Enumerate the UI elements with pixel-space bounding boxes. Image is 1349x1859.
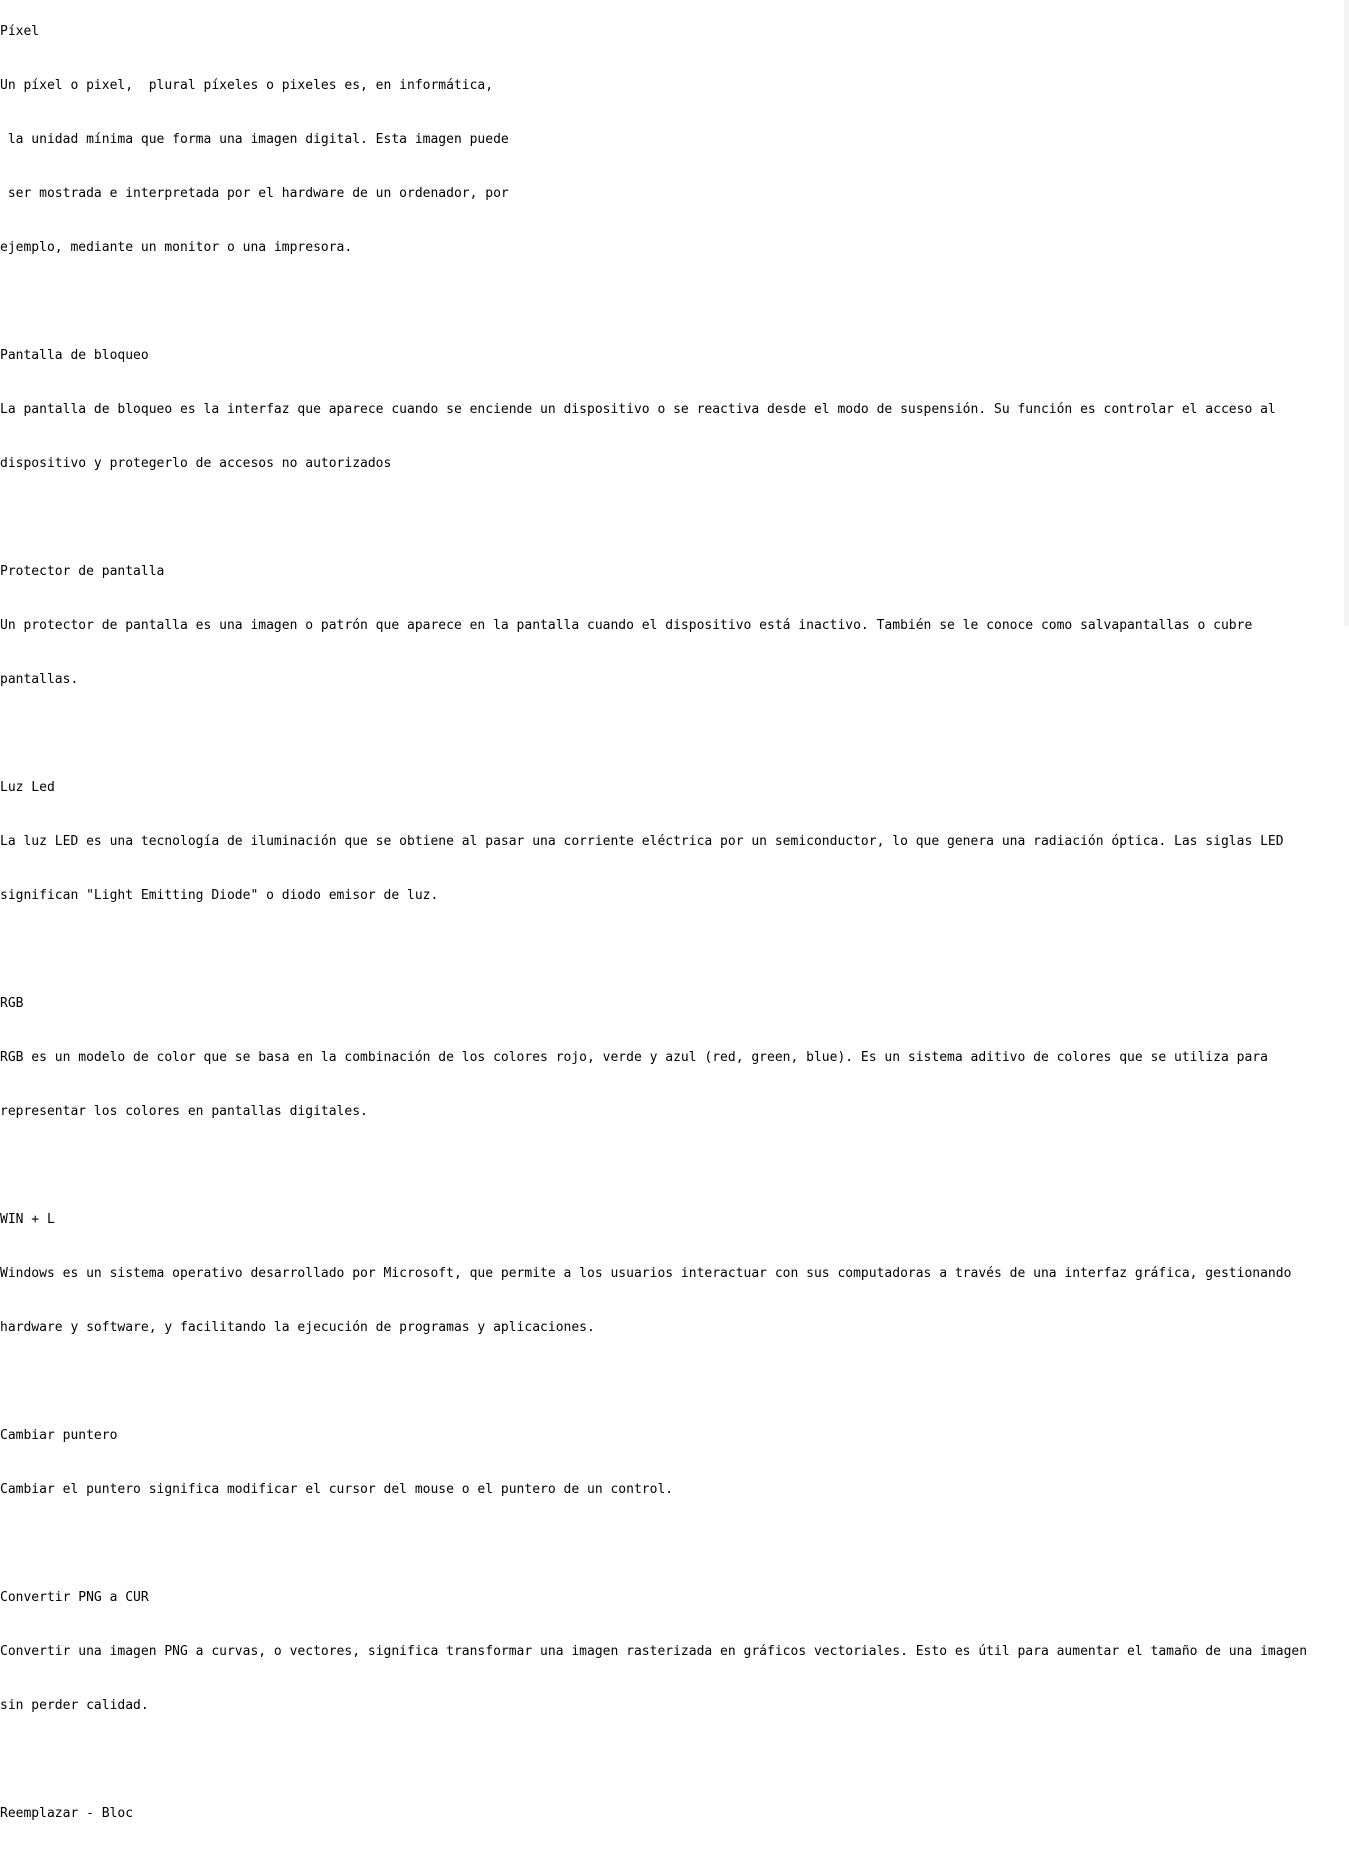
text-line: Convertir una imagen PNG a curvas, o vectores, significa transformar una imagen rasterizada en gráficos vectoriales. Esto es útil para aumentar el tamaño de una imagen	[0, 1644, 1308, 1659]
text-line: Un protector de pantalla es una imagen o patrón que aparece en la pantalla cuando el dispositivo está inactivo. También se le conoce como salvapantallas o cubre	[0, 618, 1253, 633]
text-line: Luz Led	[0, 780, 55, 795]
text-line: Reemplazar - Bloc	[0, 1806, 134, 1821]
text-line: Cambiar puntero	[0, 1428, 118, 1443]
text-line	[0, 725, 1307, 743]
text-line: ejemplo, mediante un monitor o una impresora.	[0, 240, 353, 255]
text-line: Protector de pantalla	[0, 564, 165, 579]
text-line	[0, 941, 1307, 959]
text-line	[0, 1373, 1307, 1391]
text-line	[0, 1751, 1307, 1769]
text-line: WIN + L	[0, 1212, 55, 1227]
text-line: RGB	[0, 996, 24, 1011]
text-line: pantallas.	[0, 672, 79, 687]
text-line: Pantalla de bloqueo	[0, 348, 149, 363]
text-line: Píxel	[0, 24, 40, 39]
text-line: Windows es un sistema operativo desarrollado por Microsoft, que permite a los usuarios interactuar con sus computadoras a través de una interfaz gráfica, gestionando	[0, 1266, 1292, 1281]
text-line: Un píxel o pixel, plural píxeles o pixeles es, en informática,	[0, 78, 494, 93]
text-line: Convertir PNG a CUR	[0, 1590, 149, 1605]
text-line	[0, 509, 1307, 527]
text-line: ser mostrada e interpretada por el hardware de un ordenador, por	[0, 186, 509, 201]
text-line: sin perder calidad.	[0, 1698, 149, 1713]
text-line: Cambiar el puntero significa modificar el cursor del mouse o el puntero de un control.	[0, 1482, 674, 1497]
text-line	[0, 293, 1307, 311]
text-line: La pantalla de bloqueo es la interfaz que aparece cuando se enciende un dispositivo o se reactiva desde el modo de suspensión. Su función es controlar el acceso al	[0, 402, 1276, 417]
text-line: representar los colores en pantallas digitales.	[0, 1104, 368, 1119]
text-line	[0, 1157, 1307, 1175]
text-line: la unidad mínima que forma una imagen digital. Esta imagen puede	[0, 132, 509, 147]
text-line: significan "Light Emitting Diode" o diodo emisor de luz.	[0, 888, 439, 903]
text-line: RGB es un modelo de color que se basa en la combinación de los colores rojo, verde y azul (red, green, blue). Es un sistema aditivo de colores que se utiliza para	[0, 1050, 1268, 1065]
text-line: dispositivo y protegerlo de accesos no autorizados	[0, 456, 392, 471]
vertical-scrollbar[interactable]	[1344, 0, 1349, 626]
text-line: hardware y software, y facilitando la ejecución de programas y aplicaciones.	[0, 1320, 595, 1335]
text-line	[0, 1535, 1307, 1553]
text-line: La luz LED es una tecnología de iluminación que se obtiene al pasar una corriente eléctrica por un semiconductor, lo que genera una radiación óptica. Las siglas LED	[0, 834, 1284, 849]
